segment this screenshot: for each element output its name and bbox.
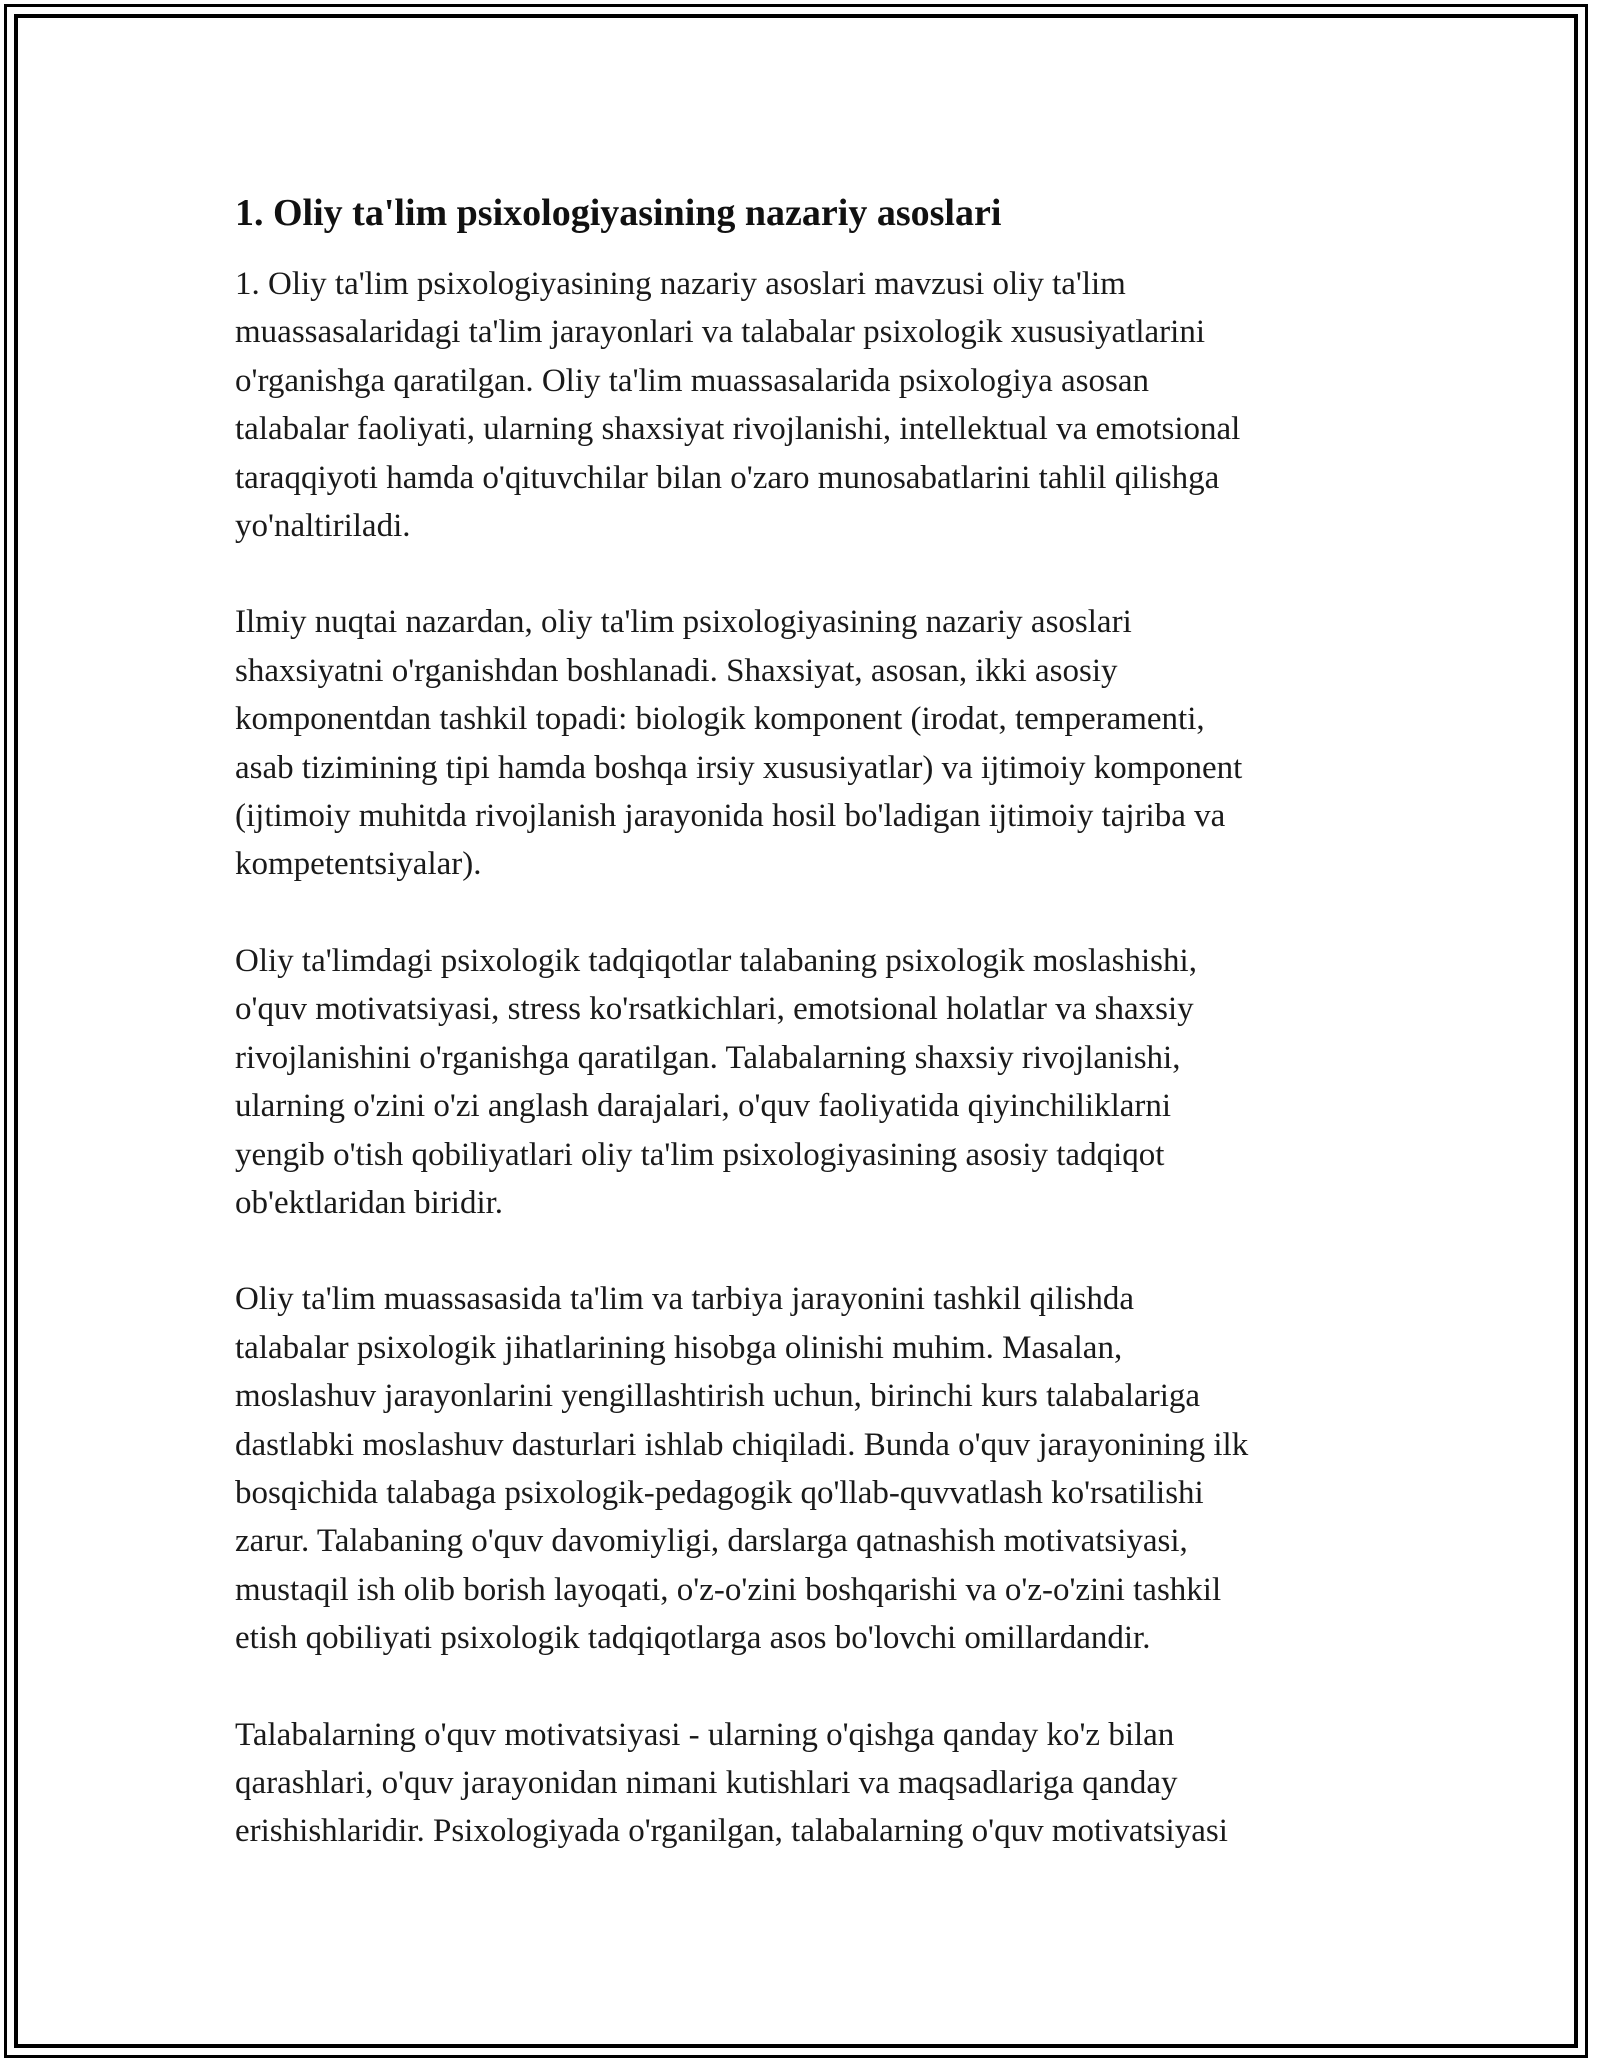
document-body bbox=[235, 186, 1365, 1904]
paragraph-4: Oliy ta'lim muassasasida ta'lim va tarbiya jarayonini tashkil qilishda talabalar psixologik jihatlarining hisobga olinishi muhim. Masalan, moslashuv jarayonlarini yengillashtirish uchun, birinchi kurs talabalariga dastlabki moslashuv dasturlari ishlab chiqiladi. Bunda o'quv jarayonining ilk bosqichida talabaga psixologik-pedagogik qo'llab-quvvatlash ko'rsatilishi zarur. Talabaning o'quv davomiyligi, darslarga qatnashish motivatsiyasi, mustaqil ish olib borish layoqati, o'z-o'zini boshqarishi va o'z-o'zini tashkil etish qobiliyati psixologik tadqiqotlarga asos bo'lovchi omillardandir. bbox=[235, 1281, 1249, 1657]
paragraph-2: Ilmiy nuqtai nazardan, oliy ta'lim psixologiyasining nazariy asoslari shaxsiyatni o'rganishdan boshlanadi. Shaxsiyat, asosan, ikki asosiy komponentdan tashkil topadi: biologik komponent (irodat, temperamenti, asab tizimining tipi hamda boshqa irsiy xususiyatlar) va ijtimoiy komponent (ijtimoiy muhitda rivojlanish jarayonida hosil bo'ladigan ijtimoiy tajriba va kompetentsiyalar). bbox=[235, 604, 1243, 883]
paragraph-3: Oliy ta'limdagi psixologik tadqiqotlar talabaning psixologik moslashishi, o'quv motivatsiyasi, stress ko'rsatkichlari, emotsional holatlar va shaxsiy rivojlanishini o'rganishga qaratilgan. Talabalarning shaxsiy rivojlanishi, ularning o'zini o'zi anglash darajalari, o'quv faoliyatida qiyinchiliklarni yengib o'tish qobiliyatlari oliy ta'lim psixologiyasining asosiy tadqiqot ob'ektlaridan biridir. bbox=[235, 942, 1197, 1221]
paragraph-5: Talabalarning o'quv motivatsiyasi - ularning o'qishga qanday ko'z bilan qarashlari, o'quv jarayonidan nimani kutishlari va maqsadlariga qanday erishishlaridir. Psixologiyada o'rganilgan, talabalarning o'quv motivatsiyasi bbox=[235, 1716, 1228, 1850]
document-title: 1. Oliy ta'lim psixologiyasining nazariy asoslari bbox=[235, 192, 1002, 234]
paragraph-1: 1. Oliy ta'lim psixologiyasining nazariy asoslari mavzusi oliy ta'lim muassasalaridagi ta'lim jarayonlari va talabalar psixologik xususiyatlarini o'rganishga qaratilgan. Oliy ta'lim muassasalarida psixologiya asosan talabalar faoliyati, ularning shaxsiyat rivojlanishi, intellektual va emotsional taraqqiyoti hamda o'qituvchilar bilan o'zaro munosabatlarini tahlil qilishga yo'naltiriladi. bbox=[235, 266, 1241, 545]
